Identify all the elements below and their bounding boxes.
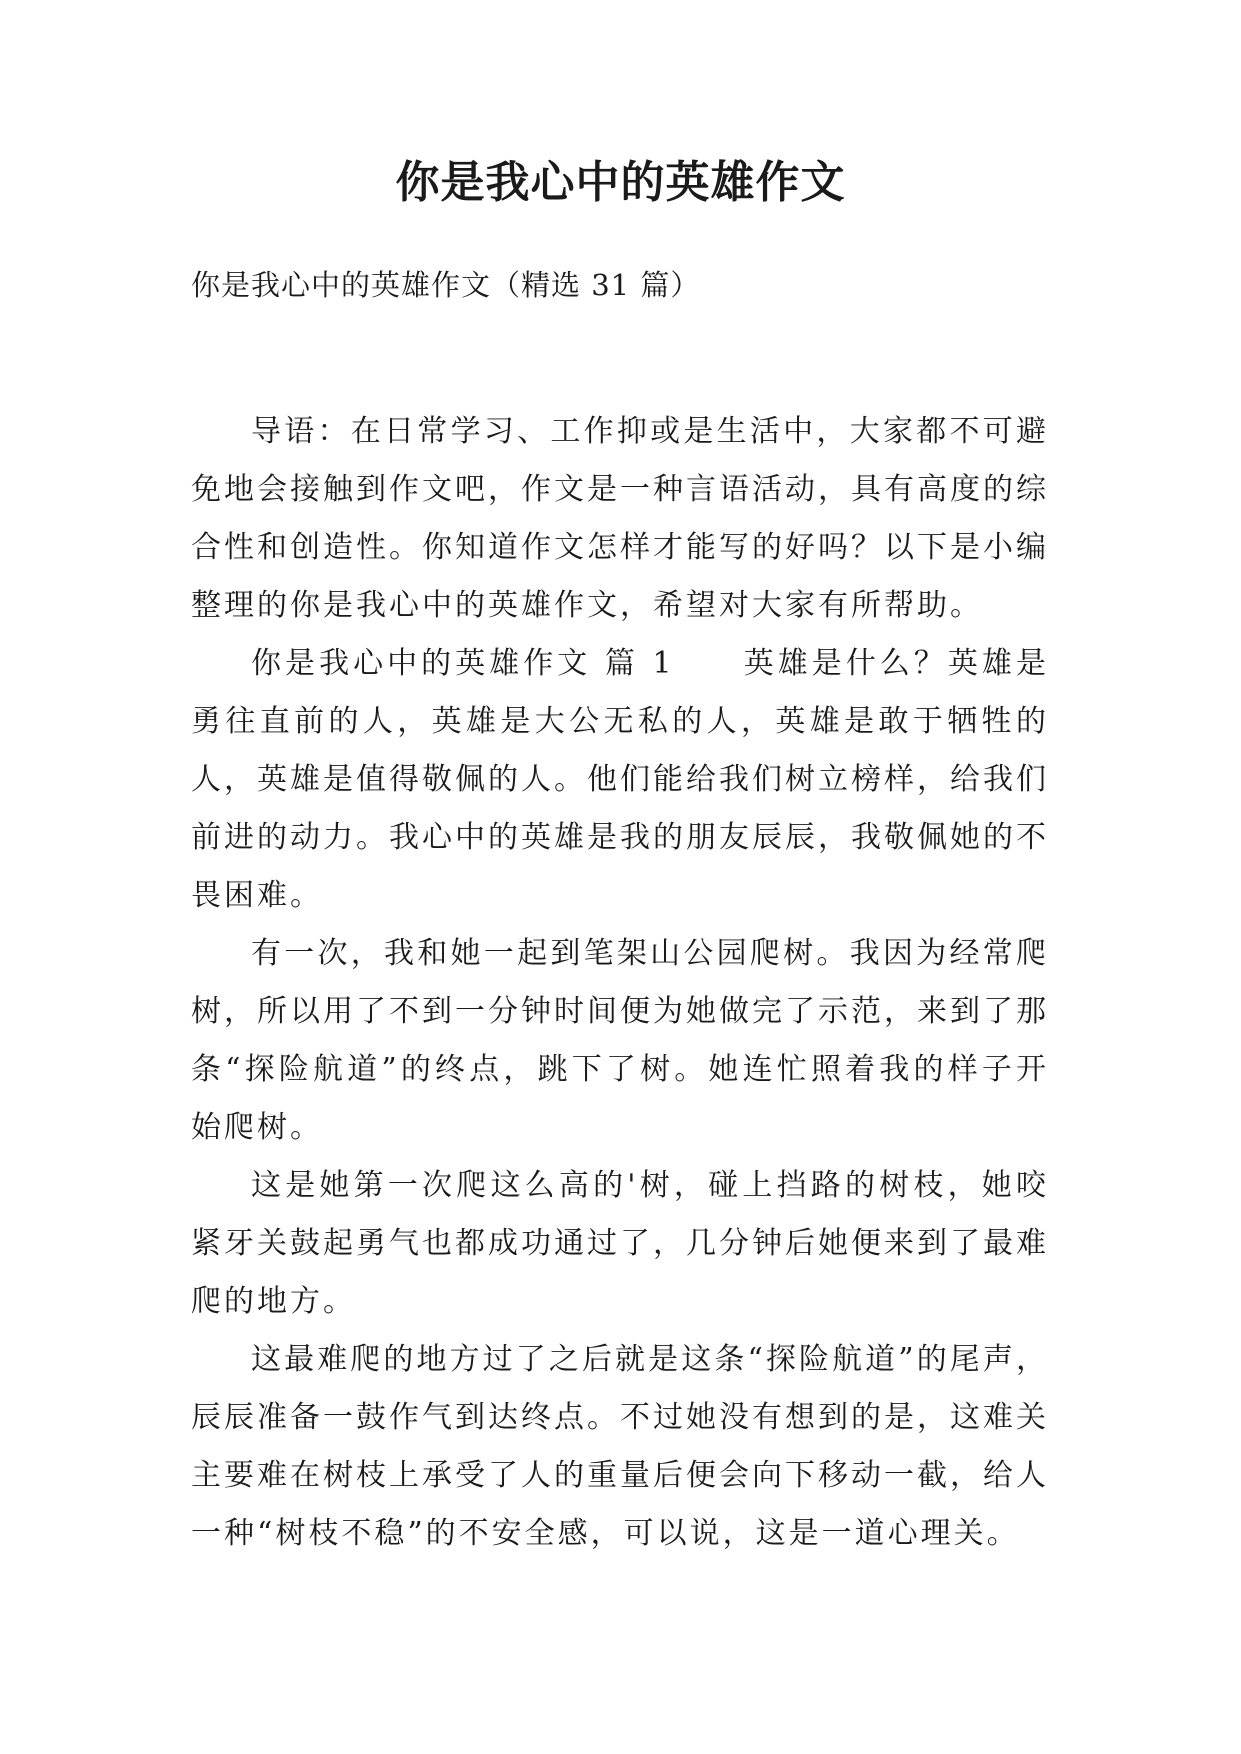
- paragraph: 你是我心中的英雄作文 篇 1 英雄是什么？英雄是勇往直前的人，英雄是大公无私的人，英雄是敢于牺牲的人，英雄是值得敬佩的人。他们能给我们树立榜样，给我们前进的动力。我心中的英雄是我的朋友辰辰，我敬佩她的不畏困难。: [191, 646, 1049, 913]
- paragraph: 导语：在日常学习、工作抑或是生活中，大家都不可避免地会接触到作文吧，作文是一种言语活动，具有高度的综合性和创造性。你知道作文怎样才能写的好吗？以下是小编整理的你是我心中的英雄作文，希望对大家有所帮助。: [191, 414, 1049, 623]
- document-title: 你是我心中的英雄作文: [395, 157, 846, 208]
- document-body: [191, 403, 1049, 1563]
- document-subtitle: 你是我心中的英雄作文（精选 31 篇）: [191, 268, 701, 302]
- paragraph: 这是她第一次爬这么高的'树，碰上挡路的树枝，她咬紧牙关鼓起勇气也都成功通过了，几分钟后她便来到了最难爬的地方。: [191, 1168, 1049, 1319]
- paragraph: 这最难爬的地方过了之后就是这条“探险航道”的尾声，辰辰准备一鼓作气到达终点。不过她没有想到的是，这难关主要难在树枝上承受了人的重量后便会向下移动一截，给人一种“树枝不稳”的不安全感，可以说，这是一道心理关。: [191, 1342, 1049, 1551]
- paragraph: 有一次，我和她一起到笔架山公园爬树。我因为经常爬树，所以用了不到一分钟时间便为她做完了示范，来到了那条“探险航道”的终点，跳下了树。她连忙照着我的样子开始爬树。: [191, 936, 1049, 1145]
